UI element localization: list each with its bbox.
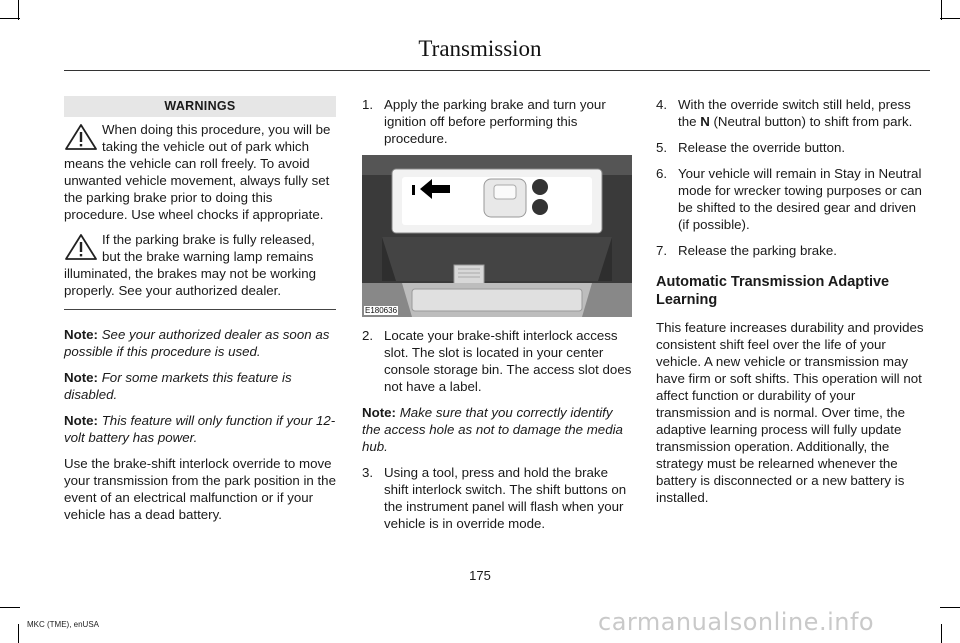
header-divider bbox=[64, 70, 930, 71]
warning-item bbox=[64, 231, 336, 299]
note bbox=[64, 412, 336, 446]
steps-list bbox=[362, 96, 632, 147]
watermark: carmanualsonline.info bbox=[598, 608, 875, 636]
neutral-key-label: N bbox=[700, 114, 710, 129]
console-figure bbox=[362, 155, 632, 317]
section-heading: Automatic Transmission Adaptive Learning bbox=[656, 274, 890, 308]
figure-code: E180636 bbox=[365, 306, 398, 315]
steps-list bbox=[656, 96, 930, 259]
steps-list bbox=[362, 464, 632, 532]
warning-item bbox=[64, 121, 336, 223]
note-label: Note: bbox=[64, 413, 98, 428]
page-number: 175 bbox=[469, 568, 491, 583]
warning-triangle-icon bbox=[64, 233, 98, 261]
step-item bbox=[656, 242, 930, 259]
step-number: 4. bbox=[656, 97, 668, 112]
crop-mark bbox=[940, 607, 960, 608]
step-number: 1. bbox=[362, 97, 374, 112]
note bbox=[64, 369, 336, 403]
footer-model: MKC (TME), enUSA bbox=[27, 620, 100, 629]
step-number: 3. bbox=[362, 465, 374, 480]
crop-mark bbox=[0, 607, 20, 608]
note bbox=[362, 404, 632, 455]
steps-list bbox=[362, 327, 632, 395]
note-text: For some markets this feature is disabled. bbox=[64, 370, 292, 402]
note-label: Note: bbox=[64, 327, 98, 342]
column-middle bbox=[362, 96, 632, 541]
console-illustration bbox=[362, 155, 632, 317]
step-text-after: (Neutral button) to shift from park. bbox=[709, 114, 913, 129]
step-number: 6. bbox=[656, 166, 668, 181]
warning-triangle-icon bbox=[64, 123, 98, 151]
step-number: 7. bbox=[656, 243, 668, 258]
step-text: Apply the parking brake and turn your ignition off before performing this procedure. bbox=[384, 97, 606, 146]
intro-paragraph: Use the brake-shift interlock override to move your transmission from the park position in the event of an electrical malfunction or if your vehicle has a dead battery. bbox=[64, 456, 336, 522]
step-item bbox=[656, 165, 930, 233]
note bbox=[64, 326, 336, 360]
step-number: 5. bbox=[656, 140, 668, 155]
warning-text: When doing this procedure, you will be taking the vehicle out of park which means the vehicle can roll freely. To avoid unwanted vehicle movement, always fully set the parking brake prior to doing this procedure. Use wheel chocks if appropriate. bbox=[64, 122, 331, 222]
step-text: Release the override button. bbox=[678, 140, 846, 155]
step-text: Release the parking brake. bbox=[678, 243, 837, 258]
step-text: Your vehicle will remain in Stay in Neutral mode for wrecker towing purposes or can be shifted to the desired gear and driven (if possible). bbox=[678, 166, 922, 232]
warnings-divider bbox=[64, 309, 336, 310]
note-label: Note: bbox=[64, 370, 98, 385]
page-title: Transmission bbox=[418, 36, 542, 61]
step-item bbox=[362, 464, 632, 532]
note-text: This feature will only function if your 12-volt battery has power. bbox=[64, 413, 336, 445]
warnings-heading: WARNINGS bbox=[64, 96, 336, 117]
step-text: Using a tool, press and hold the brake shift interlock switch. The shift buttons on the instrument panel will flash when your vehicle is in override mode. bbox=[384, 465, 627, 531]
step-item bbox=[362, 96, 632, 147]
note-text: Make sure that you correctly identify the access hole as not to damage the media hub. bbox=[362, 405, 623, 454]
note-label: Note: bbox=[362, 405, 396, 420]
step-item bbox=[362, 327, 632, 395]
section-body: This feature increases durability and provides consistent shift feel over the life of your vehicle. A new vehicle or transmission may have firm or soft shifts. This operation will not affect function or durability of your transmission and is normal. Over time, the adaptive learning process will fully update transmission operation. Additionally, the strategy must be relearned whenever the battery is disconnected or a new battery is installed. bbox=[656, 320, 924, 505]
step-number: 2. bbox=[362, 328, 374, 343]
crop-mark bbox=[18, 624, 19, 643]
note-text: See your authorized dealer as soon as possible if this procedure is used. bbox=[64, 327, 330, 359]
crop-mark bbox=[941, 0, 942, 20]
step-item bbox=[656, 96, 930, 130]
step-item bbox=[656, 139, 930, 156]
column-left bbox=[64, 96, 336, 532]
crop-mark bbox=[0, 18, 20, 19]
column-right bbox=[656, 96, 930, 515]
warning-text: If the parking brake is fully released, but the brake warning lamp remains illuminated, the brakes may not be working properly. See your authorized dealer. bbox=[64, 232, 317, 298]
crop-mark bbox=[18, 0, 19, 20]
crop-mark bbox=[940, 18, 960, 19]
step-text-before: With the override switch still held, press the bbox=[678, 97, 911, 129]
step-text: Locate your brake-shift interlock access slot. The slot is located in your center console storage bin. The access slot does not have a label. bbox=[384, 328, 632, 394]
crop-mark bbox=[941, 624, 942, 643]
